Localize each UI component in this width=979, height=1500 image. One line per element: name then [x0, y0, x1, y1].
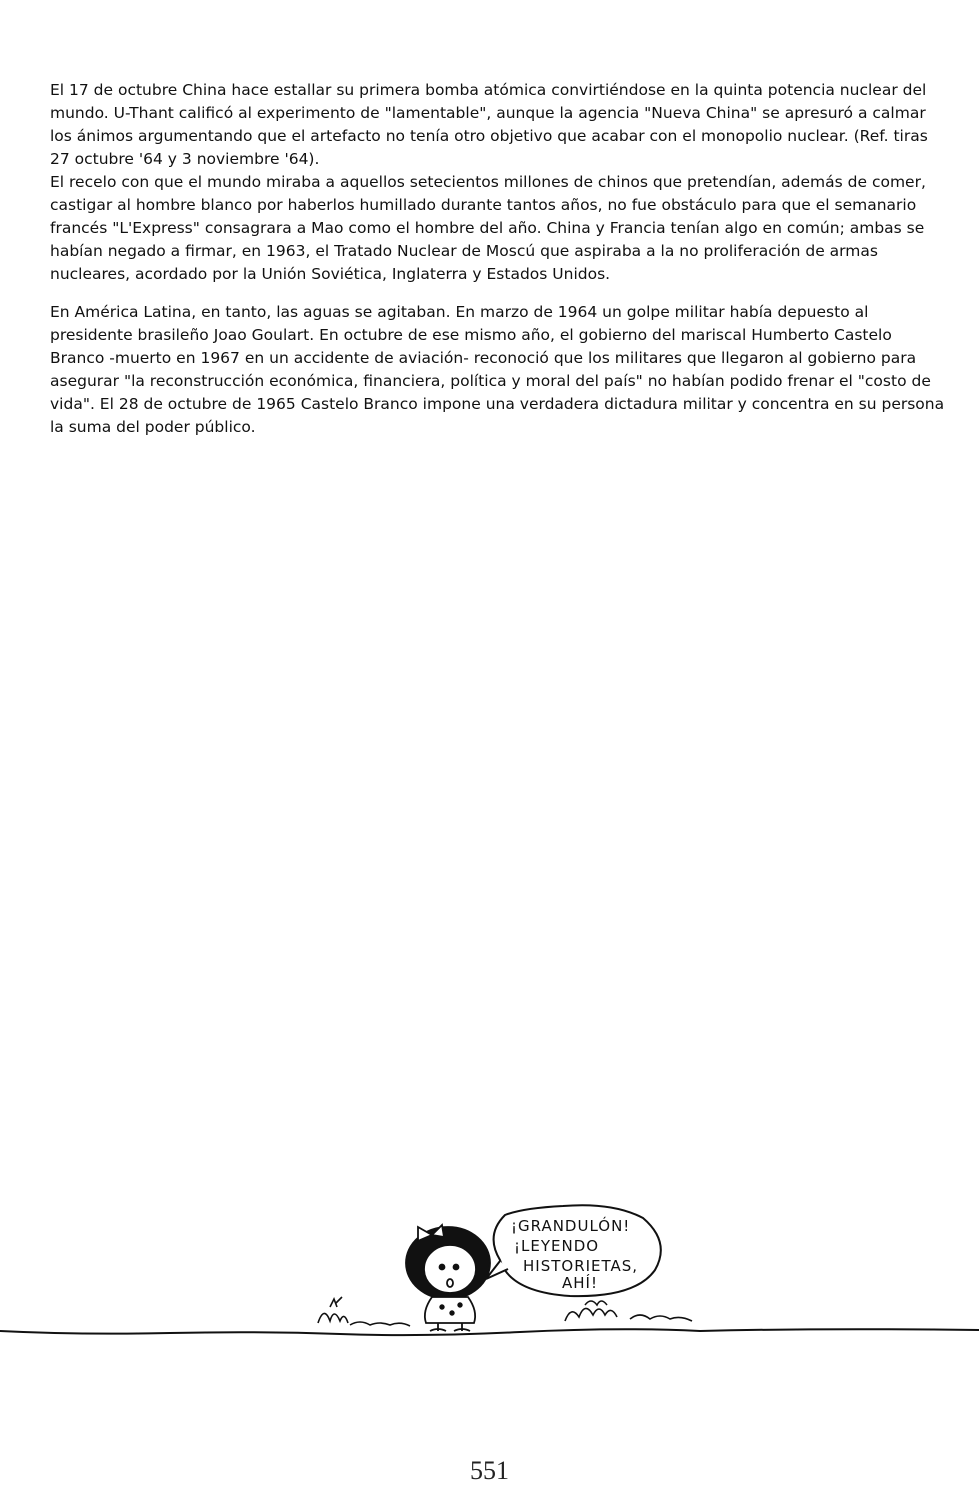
- cartoon-illustration: [0, 1195, 979, 1365]
- grass-left: [318, 1297, 410, 1326]
- text-block-2: [50, 301, 945, 439]
- speech-bubble: [486, 1205, 661, 1296]
- paragraph-2: El recelo con que el mundo miraba a aquellos setecientos millones de chinos que pretendían, además de comer, castigar al hombre blanco por haberlos humillado durante tantos años, no fue obstáculo para que el semanario francés "L'Express" consagrara a Mao como el hombre del año. China y Francia tenían algo en común; ambas se habían negado a firmar, en 1963, el Tratado Nuclear de Moscú que aspiraba a la no proliferación de armas nucleares, acordado por la Unión Soviética, Inglaterra y Estados Unidos.: [50, 173, 926, 283]
- paragraph-1: El 17 de octubre China hace estallar su primera bomba atómica convirtiéndose en la quinta potencia nuclear del mundo. U-Thant calificó al experimento de "lamentable", aunque la agencia "Nueva China" se apresuró a calmar los ánimos argumentando que el artefacto no tenía otro objetivo que acabar con el monopolio nuclear. (Ref. tiras 27 octubre '64 y 3 noviembre '64).: [50, 81, 928, 168]
- ground-line: [0, 1329, 979, 1335]
- speech-line-2: ¡LEYENDO: [514, 1237, 600, 1255]
- speech-line-1: ¡GRANDULÓN!: [511, 1217, 631, 1235]
- text-block-1: [50, 79, 945, 286]
- speech-line-4: AHÍ!: [562, 1274, 598, 1292]
- speech-line-3: HISTORIETAS,: [523, 1257, 639, 1275]
- page-number: 551: [470, 1456, 509, 1485]
- character-figure: [406, 1225, 490, 1331]
- grass-right: [565, 1301, 692, 1321]
- paragraph-3: En América Latina, en tanto, las aguas se agitaban. En marzo de 1964 un golpe militar había depuesto al presidente brasileño Joao Goulart. En octubre de ese mismo año, el gobierno del mariscal Humberto Castelo Branco -muerto en 1967 en un accidente de aviación- reconoció que los militares que llegaron al gobierno para asegurar "la reconstrucción económica, financiera, política y moral del país" no habían podido frenar el "costo de vida". El 28 de octubre de 1965 Castelo Branco impone una verdadera dictadura militar y concentra en su persona la suma del poder público.: [50, 303, 945, 436]
